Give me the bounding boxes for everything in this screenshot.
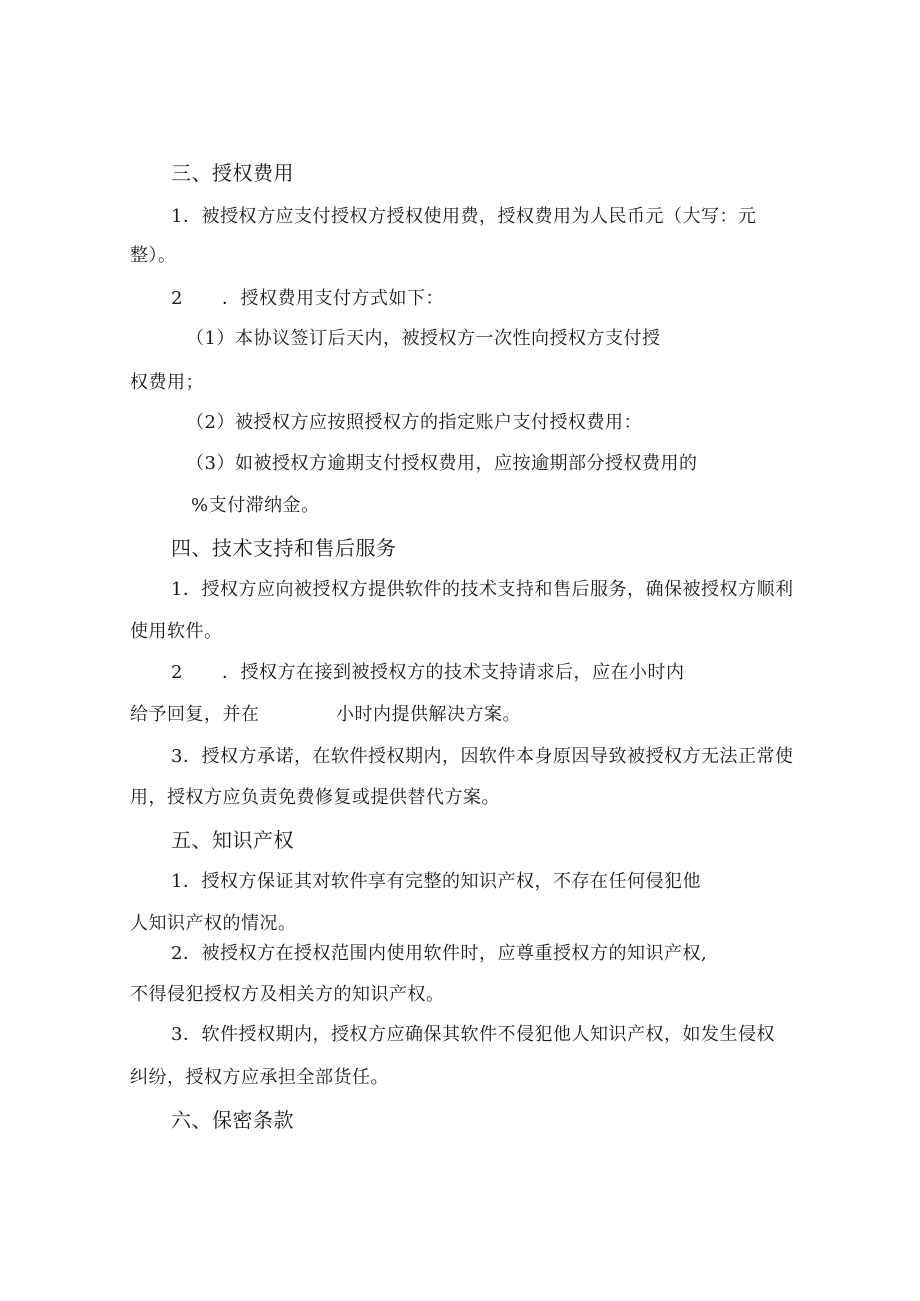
ip-clause-1-line-1: 1．授权方保证其对软件享有完整的知识产权，不存在任何侵犯他 [171,871,701,892]
ip-clause-1-line-2: 人知识产权的情况。 [130,913,297,934]
ip-clause-2-line-1: 2．被授权方在授权范围内使用软件时，应尊重授权方的知识产权, [171,943,708,964]
fees-item-1-line-2: 权费用； [130,372,204,393]
fees-item-3-line-2: %支付滞纳金。 [191,495,320,516]
section-heading-ip: 五、知识产权 [171,828,294,852]
section-heading-confidentiality: 六、保密条款 [171,1108,294,1132]
fees-clause-1-line-2: 整）。 [130,245,177,266]
fees-item-2: （2）被授权方应按照授权方的指定账户支付授权费用： [186,412,642,433]
section-heading-fees: 三、授权费用 [171,161,294,185]
support-clause-3-line-1: 3．授权方承诺，在软件授权期内，因软件本身原因导致被授权方无法正常使 [171,746,794,767]
support-clause-2-line-2a: 给予回复，并在 [130,704,260,725]
section-heading-tech-support: 四、技术支持和售后服务 [171,536,397,560]
fees-item-3-line-1: （3）如被授权方逾期支付授权费用，应按逾期部分授权费用的 [186,453,698,474]
ip-clause-3-line-2: 纠纷，授权方应承担全部货任。 [130,1067,389,1088]
fees-clause-2-number: 2 [171,288,183,309]
ip-clause-3-line-1: 3．软件授权期内，授权方应确保其软件不侵犯他人知识产权，如发生侵权 [171,1024,775,1045]
fees-item-1-line-1: （1）本协议签订后天内，被授权方一次性向授权方支付授 [186,328,661,349]
support-clause-2-number: 2 [171,662,183,683]
support-clause-2-line-2b: 小时内提供解决方案。 [336,704,521,725]
support-clause-1-line-2: 使用软件。 [130,621,223,642]
fees-clause-1-line-1: 1．被授权方应支付授权方授权使用费，授权费用为人民币元（大写：元 [171,206,757,227]
support-clause-2-text: ．授权方在接到被授权方的技术支持请求后，应在小时内 [222,662,685,683]
support-clause-3-line-2: 用，授权方应负责免费修复或提供替代方案。 [130,787,500,808]
support-clause-1-line-1: 1．授权方应向被授权方提供软件的技术支持和售后服务，确保被授权方顺利 [171,579,794,600]
fees-clause-2-text: ．授权费用支付方式如下： [222,288,444,309]
ip-clause-2-line-2: 不得侵犯授权方及相关方的知识产权。 [130,984,445,1005]
